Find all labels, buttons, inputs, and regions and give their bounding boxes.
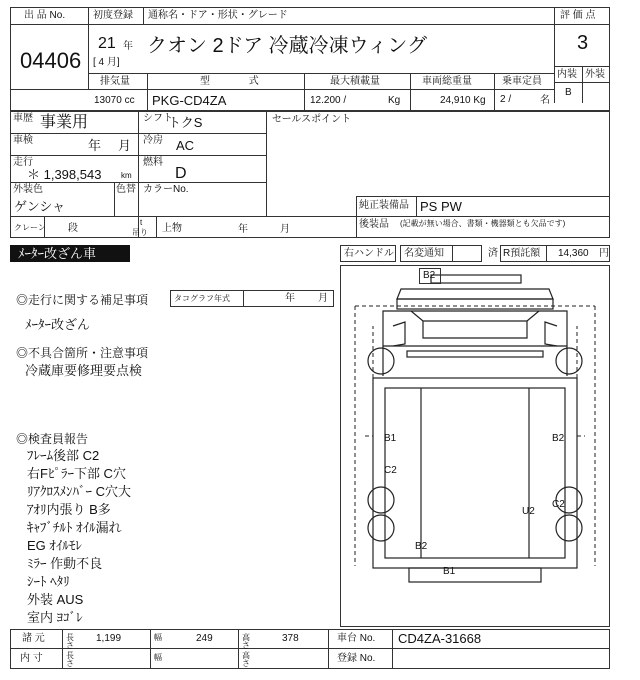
damage-label: U2: [522, 506, 535, 517]
inspector-item: ﾐﾗｰ 作動不良: [27, 556, 103, 571]
crane-lift: 吊り: [132, 228, 148, 237]
inspector-header: ◎検査員報告: [16, 432, 89, 446]
color-value: ゲンシャ: [14, 199, 66, 214]
damage-label: C2: [384, 465, 397, 476]
inspector-item: ﾘｱｸﾛｽﾒﾝﾊﾞｰ C穴大: [27, 484, 132, 499]
genuine-equipment-label: 純正装備品: [359, 200, 409, 211]
damage-diagram: [340, 265, 610, 627]
recycle-mark: 済: [488, 248, 498, 259]
model-info-label: 通称名・ドア・形状・グレード: [148, 10, 288, 21]
shift-value: トクS: [168, 115, 203, 130]
mileage-unit: km: [121, 171, 132, 180]
super-month: 月: [280, 224, 290, 235]
capacity-value: 2 /: [500, 94, 512, 105]
tacho-label: タコグラフ年式: [174, 294, 230, 303]
width-label-2: 幅: [154, 653, 162, 662]
exterior-label: 外装: [585, 69, 605, 80]
history-label: 車歴: [13, 113, 33, 124]
defect-text: 冷蔵庫要修理要点検: [25, 363, 143, 378]
score-label: 評 価 点: [560, 10, 596, 21]
recycle-label: R預託額: [503, 248, 541, 259]
history-value: 事業用: [40, 114, 89, 131]
crane-label: クレーン: [14, 223, 46, 232]
sales-point-label: セールスポイント: [272, 114, 352, 125]
superstructure-label: 上物: [162, 223, 182, 234]
model-code-label: 型 式: [200, 76, 277, 87]
damage-label: B1: [384, 433, 397, 444]
tacho-month: 月: [318, 293, 328, 304]
crane-stage: 段: [68, 223, 78, 234]
recycle-value: 14,360: [558, 248, 589, 259]
lot-label: 出 品 No.: [24, 10, 66, 21]
damage-label: B2: [423, 270, 436, 281]
damage-label: B2: [415, 541, 428, 552]
height-value: 378: [282, 633, 299, 644]
first-reg-month: [ 4 月]: [93, 57, 120, 68]
inspector-item: ｷｬﾌﾞﾁﾙﾄ ｵｲﾙ漏れ: [27, 520, 122, 535]
first-reg-year: 21: [98, 35, 116, 52]
registration-label: 登録 No.: [337, 653, 376, 664]
super-year: 年: [238, 224, 248, 235]
shift-label: シフト: [143, 113, 173, 124]
year-unit: 年: [123, 41, 133, 52]
color-code-label: カラーNo.: [143, 184, 189, 195]
inspection-year: 年: [88, 138, 102, 153]
inspector-item: EG ｵｲﾙﾓﾚ: [27, 538, 82, 553]
mileage-label: 走行: [13, 157, 33, 168]
width-label: 幅: [154, 633, 162, 642]
gvw-label: 車両総重量: [422, 76, 472, 87]
defect-header: ◎不具合箇所・注意事項: [16, 346, 149, 360]
inspector-item: ﾌﾚｰﾑ後部 C2: [27, 448, 100, 463]
fuel-value: D: [175, 165, 187, 182]
steering-value: 右ハンドル: [344, 248, 394, 259]
inspector-item: ｱｵﾘ内張り B多: [27, 502, 111, 517]
aftermarket-label: 後装品: [359, 219, 389, 230]
damage-label: B2: [552, 433, 565, 444]
lot-number: 04406: [20, 48, 82, 73]
model-name: クオン 2ドア 冷蔵冷凍ウィング: [147, 35, 428, 57]
max-load-label: 最大積載量: [330, 76, 380, 87]
recycle-unit: 円: [599, 248, 609, 259]
inspector-item: 室内 ﾖｺﾞﾚ: [27, 610, 83, 625]
crane-ton: t: [140, 218, 143, 227]
driving-notes-text: ﾒｰﾀｰ改ざん: [25, 317, 91, 332]
aircon-value: AC: [176, 138, 195, 153]
mileage-value: ＊ 1,398,543: [27, 167, 102, 182]
height-label: 高さ: [242, 633, 250, 650]
inspector-item: 外装 AUS: [27, 592, 84, 607]
name-change-label: 名変通知: [404, 248, 444, 259]
first-reg-label: 初度登録: [93, 10, 133, 21]
chassis-value: CD4ZA-31668: [398, 631, 482, 646]
height-label-2: 高さ: [242, 651, 250, 668]
max-load-value: 12.200 /: [310, 95, 347, 106]
length-label-2: 長さ: [66, 651, 74, 668]
model-code-value: PKG-CD4ZA: [152, 93, 227, 108]
damage-label: C2: [552, 499, 565, 510]
inspection-label: 車検: [13, 135, 33, 146]
genuine-equipment-value: PS PW: [420, 199, 462, 214]
inspector-item: ｼｰﾄ ﾍﾀﾘ: [27, 574, 70, 589]
capacity-label: 乗車定員: [502, 76, 542, 87]
damage-label: B1: [443, 566, 456, 577]
interior-score: B: [565, 87, 572, 98]
aftermarket-note: (記載が無い場合、書類・機器類とも欠品です): [400, 219, 566, 228]
chassis-label: 車台 No.: [337, 633, 376, 644]
inspector-item: 右Fﾋﾟﾗｰ下部 C穴: [27, 466, 126, 481]
width-value: 249: [196, 633, 213, 644]
banner-text: ﾒｰﾀｰ改ざん車: [18, 246, 97, 261]
spec-label: 諸 元: [22, 633, 45, 644]
max-load-unit: Kg: [388, 95, 401, 106]
color-no-label: 色替: [116, 184, 136, 195]
length-value: 1,199: [96, 633, 122, 644]
interior-dim-label: 内 寸: [20, 653, 43, 664]
displacement-label: 排気量: [100, 76, 130, 87]
interior-label: 内装: [557, 69, 577, 80]
color-label: 外装色: [13, 184, 43, 195]
displacement-value: 13070 cc: [94, 95, 135, 106]
meter-tampered-banner: [10, 245, 130, 262]
tacho-year: 年: [285, 293, 295, 304]
capacity-unit: 名: [540, 95, 550, 106]
length-label: 長さ: [66, 633, 74, 650]
gvw-value: 24,910 Kg: [440, 95, 486, 106]
fuel-label: 燃料: [143, 157, 163, 168]
truck-outline: [341, 266, 609, 626]
score-value: 3: [577, 32, 589, 54]
inspection-month: 月: [118, 138, 132, 153]
driving-notes-header: ◎走行に関する補足事項: [16, 293, 149, 307]
aircon-label: 冷房: [143, 135, 163, 146]
